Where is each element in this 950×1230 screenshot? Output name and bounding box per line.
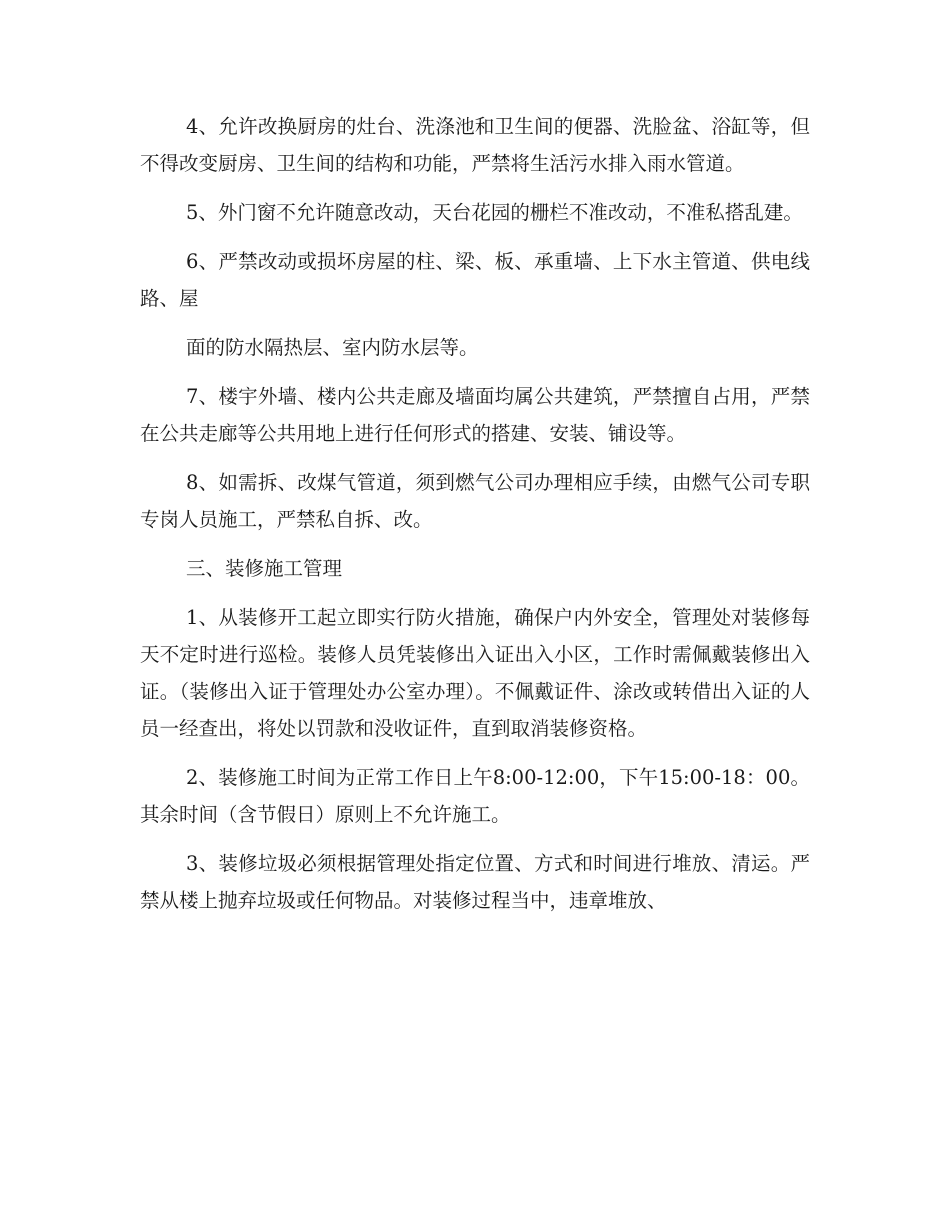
paragraph-item-7: 7、楼宇外墙、楼内公共走廊及墙面均属公共建筑，严禁擅自占用，严禁在公共走廊等公共用地上进行任何形式的搭建、安装、铺设等。 <box>140 385 810 445</box>
paragraph-item-5: 5、外门窗不允许随意改动，天台花园的栅栏不准改动，不准私搭乱建。 <box>186 201 803 224</box>
paragraph-item-4: 4、允许改换厨房的灶台、洗涤池和卫生间的便器、洗脸盆、浴缸等，但不得改变厨房、卫生间的结构和功能，严禁将生活污水排入雨水管道。 <box>140 115 810 175</box>
document-body <box>140 108 810 931</box>
paragraph-construction-3: 3、装修垃圾必须根据管理处指定位置、方式和时间进行堆放、清运。严禁从楼上抛弃垃圾或任何物品。对装修过程当中，违章堆放、 <box>140 852 810 912</box>
paragraph-construction-1: 1、从装修开工起立即实行防火措施，确保户内外安全，管理处对装修每天不定时进行巡检。装修人员凭装修出入证出入小区，工作时需佩戴装修出入证。（装修出入证于管理处办公室办理）。不佩戴证件、涂改或转借出入证的人员一经查出，将处以罚款和没收证件，直到取消装修资格。 <box>140 606 810 740</box>
paragraph-construction-2: 2、装修施工时间为正常工作日上午8:00-12:00，下午15:00-18：00。其余时间（含节假日）原则上不允许施工。 <box>140 766 810 826</box>
paragraph-item-6-continued: 面的防水隔热层、室内防水层等。 <box>186 336 479 359</box>
paragraph-item-6: 6、严禁改动或损坏房屋的柱、梁、板、承重墙、上下水主管道、供电线路、屋 <box>140 250 810 310</box>
paragraph-item-8: 8、如需拆、改煤气管道，须到燃气公司办理相应手续，由燃气公司专职专岗人员施工，严禁私自拆、改。 <box>140 471 810 531</box>
section-heading-construction-management: 三、装修施工管理 <box>186 557 343 580</box>
